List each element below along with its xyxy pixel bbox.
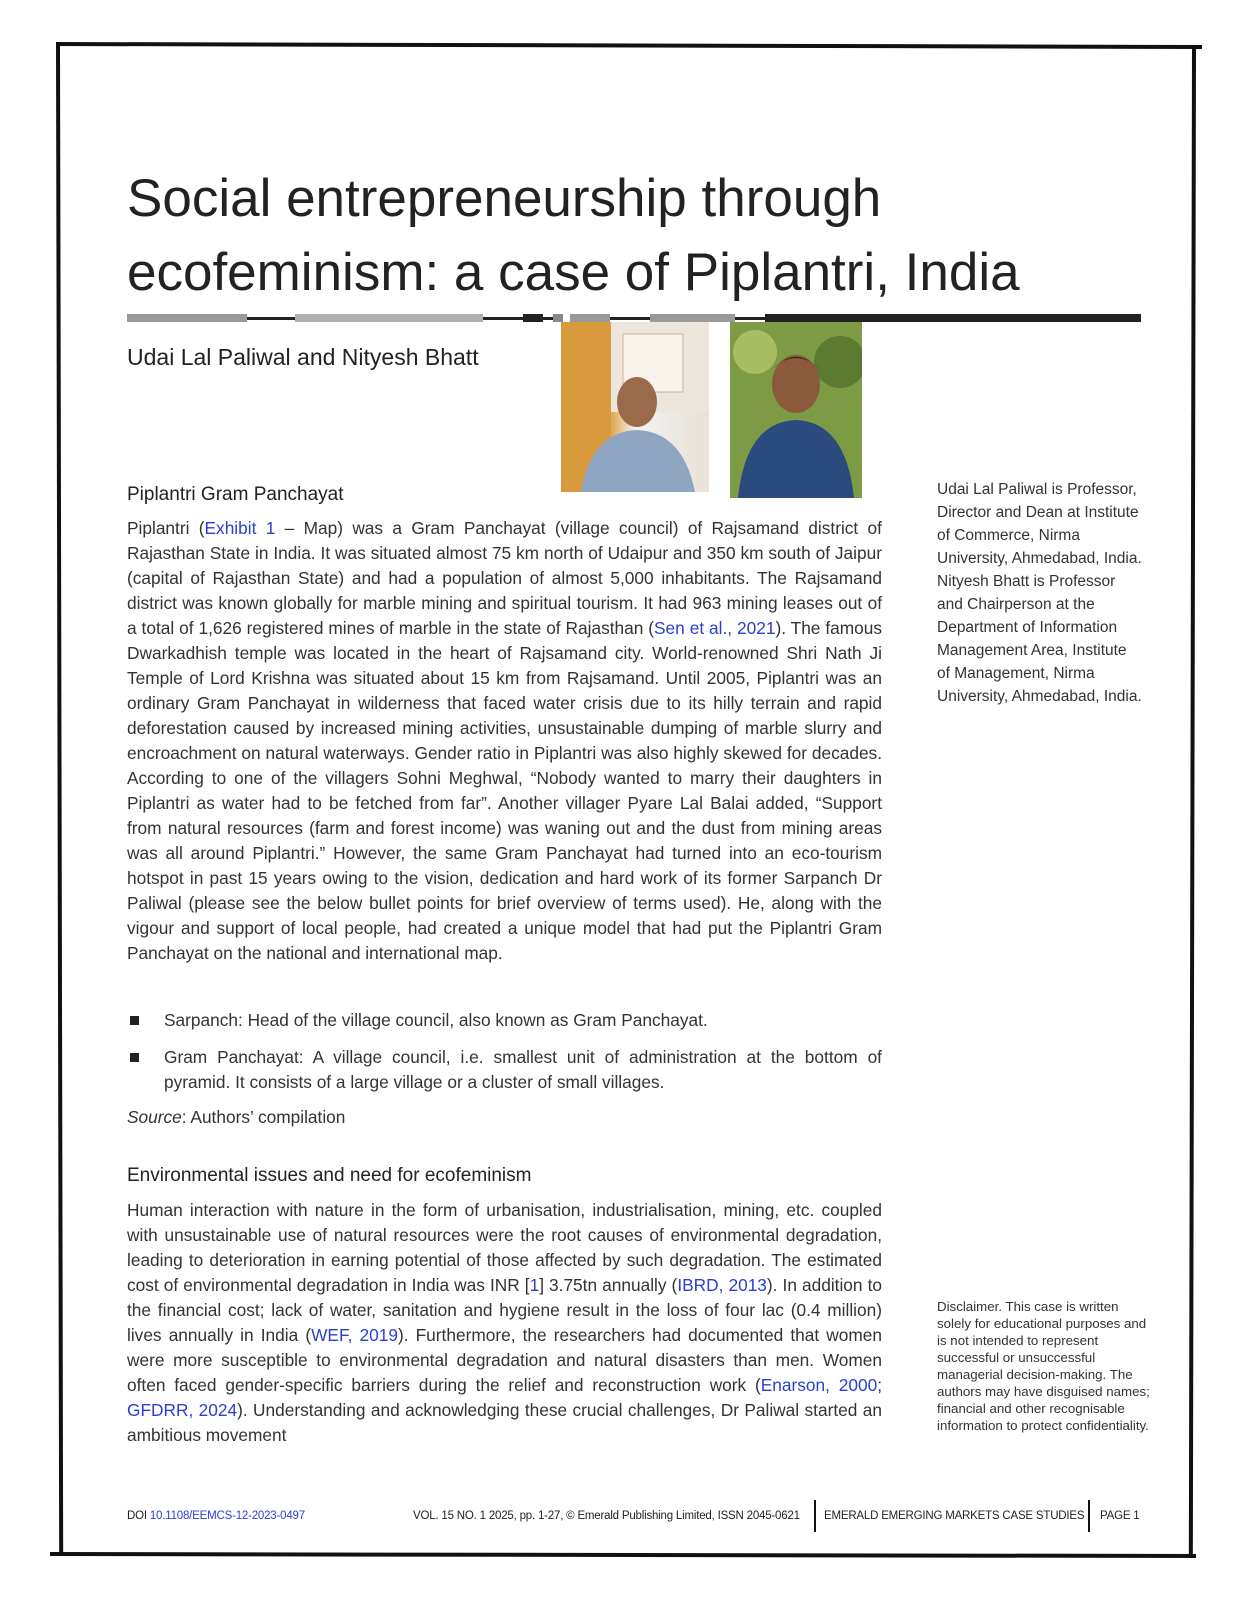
terms-list xyxy=(127,1008,882,1107)
footer-journal: EMERALD EMERGING MARKETS CASE STUDIES xyxy=(824,1510,1085,1522)
footer-divider xyxy=(1088,1500,1090,1532)
exhibit-1-link[interactable]: Exhibit 1 xyxy=(204,518,276,538)
section2-paragraph: Human interaction with nature in the form of urbanisation, industrialisation, mining, etc. coupled with unsustainable use of natural resources were the root causes of environmental degradation, leading to deterioration in earning potential of those affected by such degradation. The estimated cost of environmental degradation in India was INR [1] 3.75tn annually (IBRD, 2013). In addition to the financial cost; lack of water, sanitation and hygiene result in the loss of four lac (0.4 million) lives annually in India (WEF, 2019). Furthermore, the researchers had documented that women were more susceptible to environmental degradation and natural disasters than men. Women often faced gender-specific barriers during the relief and reconstruction work (Enarson, 2000; GFDRR, 2024). Understanding and acknowledging these crucial challenges, Dr Paliwal started an ambitious movement xyxy=(127,1200,882,1445)
disclaimer-note: Disclaimer. This case is written solely for educational purposes and is not intended to represent successful or unsuccessful managerial decision-making. The authors may have disguised names; financial and other recognisable information to protect confidentiality. xyxy=(937,1299,1150,1433)
page-frame-right xyxy=(1189,48,1196,1558)
author-photo-paliwal xyxy=(561,322,709,492)
citation-sen-link[interactable]: Sen et al., 2021 xyxy=(654,618,776,638)
section1-paragraph: Piplantri (Exhibit 1 – Map) was a Gram Panchayat (village council) of Rajsamand district of Rajasthan State in India. It was situated almost 75 km north of Udaipur and 350 km south of Jaipur (capital of Rajasthan State) and had a population of almost 5,000 inhabitants. The Rajsamand district was known globally for marble mining and spiritual tourism. It had 963 mining leases out of a total of 1,626 registered mines of marble in the state of Rajasthan (Sen et al., 2021). The famous Dwarkadhish temple was located in the heart of Rajsamand city. World-renowned Shri Nath Ji Temple of Lord Krishna was situated about 15 km from Rajsamand. Until 2005, Piplantri was an ordinary Gram Panchayat in wilderness that faced water crisis due to its hilly terrain and rapid deforestation caused by increased mining activities, unsustainable dumping of marble slurry and encroachment on natural waterways. Gender ratio in Piplantri was also highly skewed for decades. According to one of the villagers Sohni Meghwal, “Nobody wanted to marry their daughters in Piplantri as water had to be fetched from far”. Another villager Pyare Lal Balai added, “Support from natural resources (farm and forest income) was waning out and the dust from mining areas was all around Piplantri.” However, the same Gram Panchayat had turned into an eco-tourism hotspot in past 15 years owing to the vision, dedication and hard work of its former Sarpanch Dr Paliwal (please see the below bullet points for brief overview of terms used). He, along with the vigour and support of local people, had created a unique model that had put the Piplantri Gram Panchayat on the national and international map. xyxy=(127,518,883,963)
bullet-square-icon xyxy=(130,1053,139,1062)
authors-line: Udai Lal Paliwal and Nityesh Bhatt xyxy=(127,344,479,370)
citation-ibrd-link[interactable]: IBRD, 2013 xyxy=(677,1275,767,1295)
author-photo-bhatt xyxy=(730,322,862,498)
section-heading-environmental: Environmental issues and need for ecofeminism xyxy=(127,1165,532,1186)
source-note: Source: Authors’ compilation xyxy=(127,1107,346,1127)
bullet-square-icon xyxy=(130,1016,139,1025)
page-frame-bottom xyxy=(50,1552,1196,1558)
list-item: Sarpanch: Head of the village council, also known as Gram Panchayat. xyxy=(127,1008,882,1033)
footer-volume: VOL. 15 NO. 1 2025, pp. 1-27, © Emerald Publishing Limited, ISSN 2045-0621 xyxy=(413,1510,800,1522)
citation-gfdrr-link[interactable]: GFDRR, 2024 xyxy=(127,1400,238,1420)
article-title: Social entrepreneurship through ecofeminism: a case of Piplantri, India xyxy=(127,169,1020,302)
footer-page-number: PAGE 1 xyxy=(1100,1510,1140,1522)
page-frame-top xyxy=(56,42,1202,49)
footer-doi: DOI 10.1108/EEMCS-12-2023-0497 xyxy=(127,1510,305,1522)
page-frame-left xyxy=(56,42,63,1554)
footer-divider xyxy=(814,1500,816,1532)
doi-link[interactable]: 10.1108/EEMCS-12-2023-0497 xyxy=(149,1510,305,1522)
author-bio-sidebar: Udai Lal Paliwal is Professor, Director and Dean at Institute of Commerce, Nirma University, Ahmedabad, India. Nityesh Bhatt is Professor and Chairperson at the Department of Information Management Area, Institute of Management, Nirma University, Ahmedabad, India. xyxy=(937,481,1142,705)
section-heading-piplantri: Piplantri Gram Panchayat xyxy=(127,484,344,505)
list-item: Gram Panchayat: A village council, i.e. smallest unit of administration at the bottom of pyramid. It consists of a large village or a cluster of small villages. xyxy=(127,1045,882,1095)
citation-enarson-link[interactable]: Enarson, 2000 xyxy=(760,1375,878,1395)
footnote-1-link[interactable]: 1 xyxy=(529,1275,540,1295)
citation-wef-link[interactable]: WEF, 2019 xyxy=(311,1325,398,1345)
